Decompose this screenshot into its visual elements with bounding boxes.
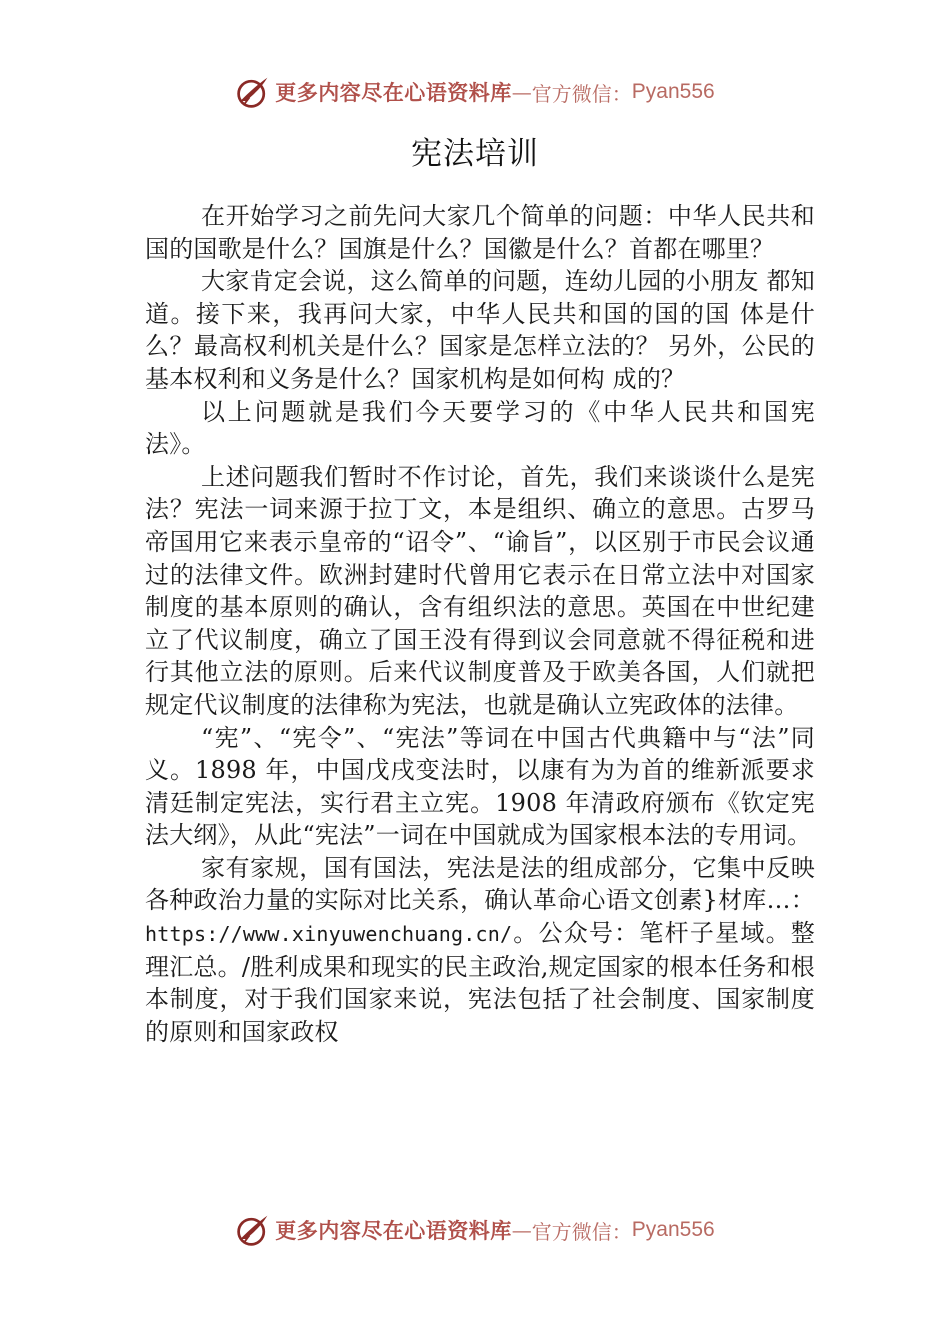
banner-dash: —: [511, 1218, 532, 1242]
footer-banner: [0, 1210, 950, 1250]
banner-main-text: 更多内容尽在心语资料库: [275, 1218, 512, 1243]
banner-sub-text: 官方微信：: [531, 81, 632, 106]
banner-main-text: 更多内容尽在心语资料库: [275, 80, 512, 105]
paragraph: 大家肯定会说，这么简单的问题，连幼儿园的小朋友 都知道。接下来，我再问大家，中华人民共和国的国的国 体是什么？最高权利机关是什么？国家是怎样立法的？ 另外，公民的基本权利和义务是什么？国家机构是如何构 成的？: [145, 267, 815, 393]
paragraph-text: 家有家规，国有国法，宪法是法的组成部分，它集中反映各种政治力量的实际对比关系，确认革命心语文创素}材库…：: [145, 853, 815, 915]
paragraph-text: 。公众号：笔杆子星域。整理汇总。/胜利成果和现实的民主政治,规定国家的根本任务和根本制度，对于我们国家来说，宪法包括了社会制度、国家制度的原则和国家政权: [145, 919, 815, 1046]
paragraph: “宪”、“宪令”、“宪法”等词在中国古代典籍中与“法”同义。1898 年，中国戊戌变法时，以康有为为首的维新派要求清廷制定宪法，实行君主立宪。1908 年清政府颁布《钦定宪法大纲》，从此“宪法”一词在中国就成为国家根本法的专用词。: [145, 723, 815, 850]
banner-wechat-id: Pyan556: [631, 1218, 715, 1241]
banner-dash: —: [511, 80, 532, 104]
quill-logo-icon: [235, 74, 271, 110]
document-title: 宪法培训: [411, 136, 539, 172]
banner-sub-text: 官方微信：: [531, 1219, 632, 1244]
paragraph-last: [145, 852, 815, 1049]
website-url: https://www.xinyuwenchuang.cn/: [145, 922, 513, 947]
document-body: [145, 200, 815, 1048]
banner-wechat-id: Pyan556: [631, 80, 715, 103]
quill-logo-icon: [235, 1212, 271, 1248]
paragraph: 以上问题就是我们今天要学习的《中华人民共和国宪法》。: [145, 397, 815, 459]
paragraph: 在开始学习之前先问大家几个简单的问题：中华人民共和国的国歌是什么？国旗是什么？国徽是什么？首都在哪里？: [145, 202, 815, 263]
header-banner: [0, 72, 950, 112]
paragraph: 上述问题我们暂时不作讨论，首先，我们来谈谈什么是宪法？宪法一词来源于拉丁文，本是组织、确立的意思。古罗马帝国用它来表示皇帝的“诏令”、“谕旨”，以区别于市民会议通过的法律文件。欧洲封建时代曾用它表示在日常立法中对国家制度的基本原则的确认，含有组织法的意思。英国在中世纪建立了代议制度，确立了国王没有得到议会同意就不得征税和进行其他立法的原则。后来代议制度普及于欧美各国，人们就把规定代议制度的法律称为宪法，也就是确认立宪政体的法律。: [145, 462, 815, 719]
